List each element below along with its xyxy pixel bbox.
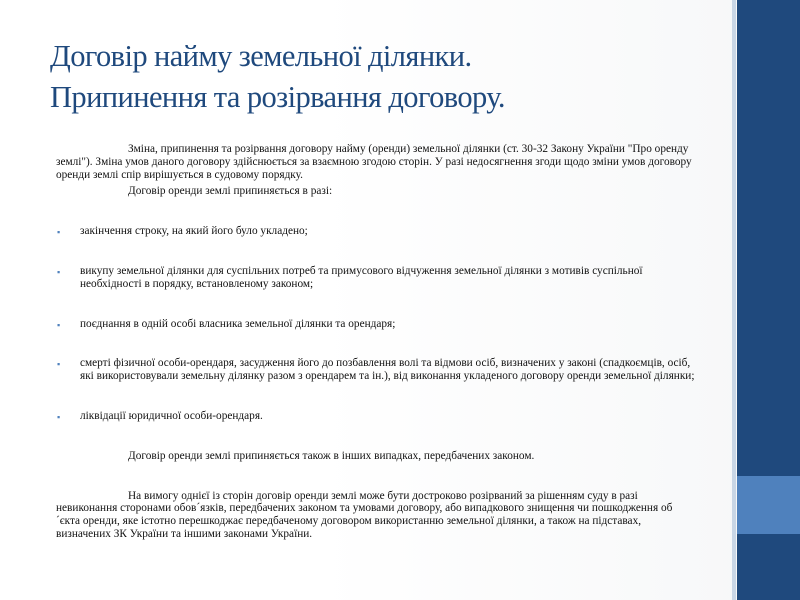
list-item-text: ліквідації юридичної особи-орендаря. — [80, 409, 263, 422]
slide-body — [56, 143, 696, 541]
square-bullet-icon: ▪ — [57, 227, 61, 238]
list-item — [56, 357, 696, 383]
list-item — [56, 410, 696, 423]
decorative-rail-light — [732, 0, 736, 600]
slide-title — [50, 36, 720, 118]
list-item — [56, 318, 696, 331]
title-line-2: Припинення та розірвання договору. — [50, 80, 505, 114]
square-bullet-icon: ▪ — [57, 411, 61, 422]
title-line-1: Договір найму земельної ділянки. — [50, 39, 472, 73]
list-item — [56, 265, 696, 291]
list-item-text: поєднання в одній особі власника земельної ділянки та орендаря; — [80, 317, 396, 330]
square-bullet-icon: ▪ — [57, 359, 61, 370]
list-item-text: закінчення строку, на який його було укладено; — [80, 225, 308, 238]
paragraph-termination-cases: Договір оренди землі припиняється в разі: — [128, 185, 333, 198]
square-bullet-icon: ▪ — [57, 266, 61, 277]
decorative-rail-accent — [737, 476, 800, 534]
square-bullet-icon: ▪ — [57, 319, 61, 330]
list-item-text: викупу земельної ділянки для суспільних потреб та примусового відчуження земельної ділянки з мотивів суспільної необхідності в порядку, встановленому законом; — [80, 264, 643, 290]
list-item-text: смерті фізичної особи-орендаря, засудження його до позбавлення волі та відмови осіб, визначених у законі (спадкоємців, осіб, які використовували земельну ділянку разом з орендарем та ін.), від виконання укладеного договору оренди земельної ділянки; — [80, 357, 695, 383]
list-item — [56, 225, 696, 238]
paragraph-early-termination: На вимогу однієї із сторін договір оренди землі може бути достроково розірваний за рішенням суду в разі невиконання сторонами обов´язків, передбачених законом та умовами договору, або випадкового знищення чи пошкодження об´єкта оренди, яке істотно перешкоджає передбаченому договором використанню земельної ділянки, а також на підставах, визначених ЗК України та іншими законами України. — [56, 489, 673, 540]
paragraph-other-cases: Договір оренди землі припиняється також в інших випадках, передбачених законом. — [128, 449, 535, 462]
paragraph-intro: Зміна, припинення та розірвання договору найму (оренди) земельної ділянки (ст. 30-32 Закону України "Про оренду землі"). Зміна умов даного договору здійснюється за взаємною згодою сторін. У разі недосягнення згоди щодо зміни умов договору оренди землі спір вирішується в судовому порядку. — [56, 143, 692, 181]
